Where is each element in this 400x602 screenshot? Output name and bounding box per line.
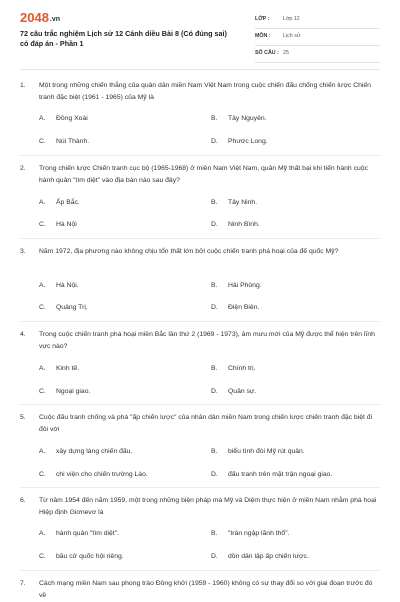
meta-label: MÔN : bbox=[255, 33, 271, 39]
question-number: 7. bbox=[20, 580, 26, 587]
question-separator bbox=[20, 238, 380, 239]
option-letter: D. bbox=[211, 471, 218, 478]
option-text: Quân sự. bbox=[228, 388, 257, 395]
question-separator bbox=[20, 155, 380, 156]
question-separator bbox=[20, 321, 380, 322]
option-c[interactable] bbox=[39, 552, 124, 562]
option-letter: A. bbox=[39, 448, 46, 455]
document-header bbox=[0, 0, 400, 66]
option-letter: C. bbox=[39, 304, 46, 311]
option-b[interactable] bbox=[211, 364, 256, 374]
option-letter: D. bbox=[211, 138, 218, 145]
option-d[interactable] bbox=[211, 470, 332, 480]
option-text: Điện Biên. bbox=[228, 304, 260, 311]
question-separator bbox=[20, 487, 380, 488]
question-text: Năm 1972, địa phương nào không chịu tổn thất lớn bởi cuộc chiến tranh phá hoại của đế quốc Mỹ? bbox=[39, 248, 339, 255]
question-text: Một trong những chiến thắng của quân dân miền Nam Việt Nam trong cuộc chiến đấu chống chiến lược Chiến tranh đặc biệt (1961 - 1965) của Mỹ là bbox=[39, 82, 371, 101]
option-letter: D. bbox=[211, 304, 218, 311]
option-d[interactable] bbox=[211, 220, 260, 230]
option-text: Đồng Xoài bbox=[56, 115, 88, 122]
option-text: Hải Phòng. bbox=[228, 282, 262, 289]
option-b[interactable] bbox=[211, 198, 257, 208]
option-letter: B. bbox=[211, 530, 218, 537]
question-text: Cách mạng miền Nam sau phong trào Đồng khởi (1959 - 1960) không có sự thay đổi so với giai đoạn trước đó về bbox=[39, 580, 373, 599]
logo-suffix: .vn bbox=[49, 16, 61, 23]
option-letter: D. bbox=[211, 388, 218, 395]
option-a[interactable] bbox=[39, 114, 88, 124]
option-text: Chính trị. bbox=[228, 365, 256, 372]
option-letter: B. bbox=[211, 115, 218, 122]
question-number: 3. bbox=[20, 248, 26, 255]
option-letter: D. bbox=[211, 553, 218, 560]
option-text: Hà Nội bbox=[56, 221, 77, 228]
question-separator bbox=[20, 404, 380, 405]
option-letter: B. bbox=[211, 199, 218, 206]
meta-label: SỐ CÂU : bbox=[255, 50, 279, 56]
option-text: Núi Thành. bbox=[56, 138, 90, 145]
option-d[interactable] bbox=[211, 387, 256, 397]
option-text: Tây Ninh. bbox=[228, 199, 258, 206]
meta-row-class bbox=[255, 14, 380, 29]
option-c[interactable] bbox=[39, 303, 88, 313]
option-b[interactable] bbox=[211, 529, 290, 539]
option-letter: A. bbox=[39, 365, 46, 372]
meta-label: LỚP : bbox=[255, 16, 270, 22]
option-text: Kinh tế. bbox=[56, 365, 80, 372]
option-text: bầu cử quốc hội riêng. bbox=[56, 553, 124, 560]
option-text: Hà Nội. bbox=[56, 282, 79, 289]
option-letter: C. bbox=[39, 471, 46, 478]
question-number: 5. bbox=[20, 414, 26, 421]
option-d[interactable] bbox=[211, 303, 259, 313]
option-text: dồn dân lập ấp chiến lược. bbox=[228, 553, 309, 560]
meta-value: Lớp 12 bbox=[283, 16, 300, 22]
question-separator bbox=[20, 570, 380, 571]
option-b[interactable] bbox=[211, 281, 262, 291]
meta-row-count bbox=[255, 48, 380, 63]
option-text: biểu tình đòi Mỹ rút quân. bbox=[228, 448, 305, 455]
option-c[interactable] bbox=[39, 470, 148, 480]
header-divider bbox=[20, 69, 380, 70]
option-letter: C. bbox=[39, 138, 46, 145]
option-letter: C. bbox=[39, 221, 46, 228]
option-text: "tràn ngập lãnh thổ". bbox=[228, 530, 290, 537]
option-d[interactable] bbox=[211, 552, 309, 562]
document-title: 72 câu trắc nghiệm Lịch sử 12 Cánh diều Bài 8 (Có đúng sai) có đáp án - Phần 1 bbox=[20, 29, 227, 48]
question-text: Cuộc đấu tranh chống và phá "ấp chiến lược" của nhân dân miền Nam trong chiến lược chiến tranh đặc biệt đi đôi với bbox=[39, 414, 373, 433]
question-number: 1. bbox=[20, 82, 26, 89]
option-text: Ngoại giao. bbox=[56, 388, 91, 395]
option-d[interactable] bbox=[211, 137, 268, 147]
option-a[interactable] bbox=[39, 447, 132, 457]
option-letter: C. bbox=[39, 388, 46, 395]
option-c[interactable] bbox=[39, 137, 89, 147]
option-b[interactable] bbox=[211, 114, 267, 124]
option-b[interactable] bbox=[211, 447, 305, 457]
option-letter: A. bbox=[39, 282, 46, 289]
option-text: hành quân "tìm diệt". bbox=[56, 530, 120, 537]
option-letter: A. bbox=[39, 115, 46, 122]
question-text: Từ năm 1954 đến năm 1959, một trong những biện pháp mà Mỹ và Diệm thực hiện ở miền Nam nhằm phá hoại Hiệp định Giơnevơ là bbox=[39, 497, 377, 516]
meta-panel bbox=[255, 14, 380, 65]
logo-number: 2048 bbox=[20, 10, 49, 25]
option-letter: D. bbox=[211, 221, 218, 228]
option-text: Tây Nguyên. bbox=[228, 115, 267, 122]
option-letter: A. bbox=[39, 530, 46, 537]
question-text: Trong chiến lược Chiến tranh cục bộ (1965-1968) ở miền Nam Việt Nam, quân Mỹ thất bại khi tiến hành cuộc hành quân "tìm diệt" vào địa bàn nào sau đây? bbox=[39, 165, 368, 184]
option-c[interactable] bbox=[39, 220, 77, 230]
question-text: Trong cuộc chiến tranh phá hoại miền Bắc lần thứ 2 (1969 - 1973), âm mưu mới của Mỹ được thể hiện trên lĩnh vực nào? bbox=[39, 331, 375, 350]
option-text: chi viện cho chiến trường Lào. bbox=[56, 471, 148, 478]
option-text: Phước Long. bbox=[228, 138, 268, 145]
question-number: 4. bbox=[20, 331, 26, 338]
meta-value: Lịch sử bbox=[283, 33, 301, 39]
option-a[interactable] bbox=[39, 198, 80, 208]
option-letter: B. bbox=[211, 365, 218, 372]
option-letter: B. bbox=[211, 282, 218, 289]
option-a[interactable] bbox=[39, 281, 79, 291]
question-number: 6. bbox=[20, 497, 26, 504]
option-text: Ninh Bình. bbox=[228, 221, 260, 228]
option-letter: A. bbox=[39, 199, 46, 206]
option-a[interactable] bbox=[39, 364, 79, 374]
option-c[interactable] bbox=[39, 387, 90, 397]
option-letter: C. bbox=[39, 553, 46, 560]
meta-value: 25 bbox=[283, 50, 289, 56]
option-text: đấu tranh trên mặt trận ngoại giao. bbox=[228, 471, 333, 478]
option-a[interactable] bbox=[39, 529, 119, 539]
option-letter: B. bbox=[211, 448, 218, 455]
meta-row-subject bbox=[255, 31, 380, 46]
option-text: Ấp Bắc. bbox=[56, 199, 80, 206]
question-number: 2. bbox=[20, 165, 26, 172]
option-text: Quảng Trị. bbox=[56, 304, 88, 311]
site-logo[interactable] bbox=[20, 10, 60, 28]
option-text: xây dựng làng chiến đấu. bbox=[56, 448, 133, 455]
